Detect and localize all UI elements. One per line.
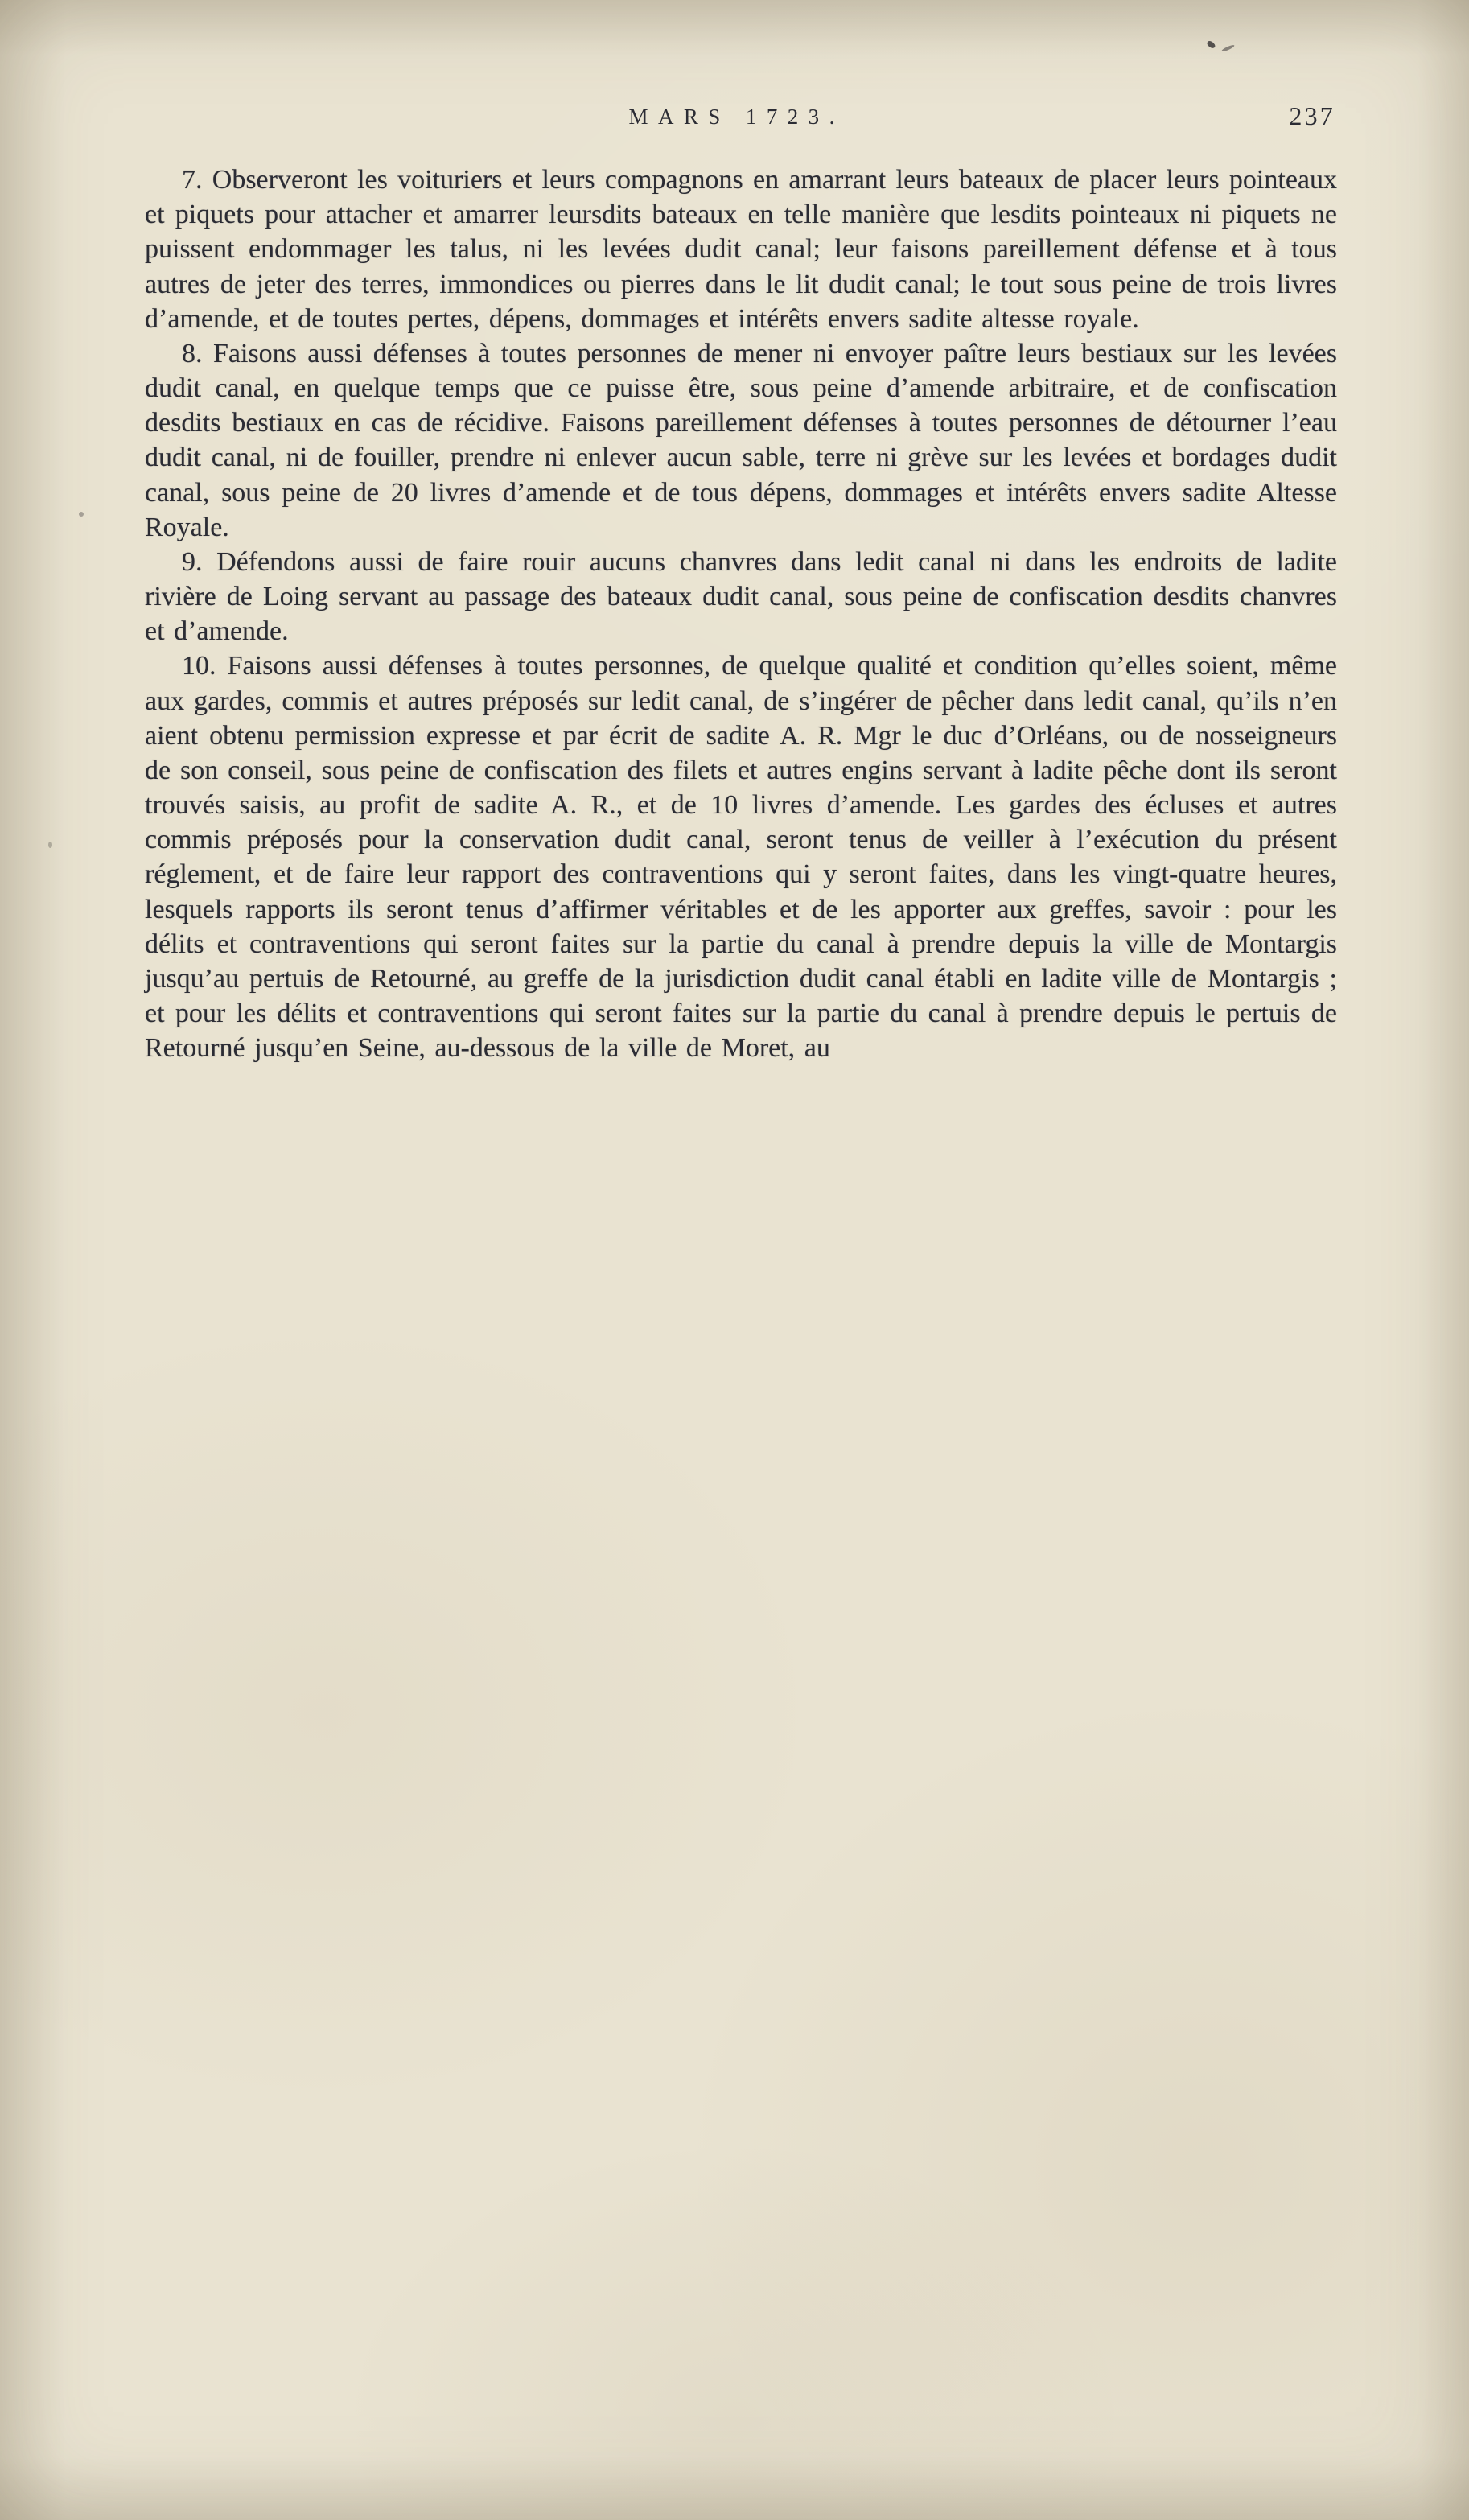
paragraph-article-10: 10. Faisons aussi défenses à toutes personnes, de quelque qualité et condition qu’elles soient, même aux gardes, commis et autres préposés sur ledit canal, de s’ingérer de pêcher dans ledit canal, qu’ils n’en aient obtenu permission expresse et par écrit de sadite A. R. Mgr le duc d’Orléans, ou de nosseigneurs de son conseil, sous peine de confiscation des filets et autres engins servant à ladite pêche dont ils seront trouvés saisis, au profit de sadite A. R., et de 10 livres d’amende. Les gardes des écluses et autres commis préposés pour la conservation dudit canal, seront tenus de veiller à l’exécution du présent réglement, et de faire leur rapport des contraventions qui y seront faites, dans les vingt-quatre heures, lesquels rapports ils seront tenus d’affirmer véritables et de les apporter aux greffes, savoir : pour les délits et contraventions qui seront faites sur la partie du canal à prendre depuis la ville de Montargis jusqu’au pertuis de Retourné, au greffe de la jurisdiction dudit canal établi en ladite ville de Montargis ; et pour les délits et contraventions qui seront faites sur la partie du canal à prendre depuis le pertuis de Retourné jusqu’en Seine, au-dessous de la ville de Moret, au [145,651,1337,1064]
paragraph-article-9: 9. Défendons aussi de faire rouir aucuns chanvres dans ledit canal ni dans les endroits de ladite rivière de Loing servant au passage des bateaux dudit canal, sous peine de confiscation desdits chanvres et d’amende. [145,546,1337,647]
page-header [145,101,1337,137]
ink-speck [48,842,52,848]
paragraph-article-8: 8. Faisons aussi défenses à toutes personnes de mener ni envoyer paître leurs bestiaux sur les levées dudit canal, en quelque temps que ce puisse être, sous peine d’amende arbitraire, et de confiscation desdits bestiaux en cas de récidive. Faisons pareillement défenses à toutes personnes de détourner l’eau dudit canal, ni de fouiller, prendre ni enlever aucun sable, terre ni grève sur les levées et bordages dudit canal, sous peine de 20 livres d’amende et de tous dépens, dommages et intérêts envers sadite Altesse Royale. [145,338,1337,542]
ink-speck [1221,44,1235,53]
running-title: MARS 1723. [628,105,845,129]
ink-speck [1206,40,1216,50]
paragraph-article-7: 7. Observeront les voituriers et leurs compagnons en amarrant leurs bateaux de placer leurs pointeaux et piquets pour attacher et amarrer leursdits bateaux en telle manière que lesdits pointeaux ni piquets ne puissent endommager les talus, ni les levées dudit canal; leur faisons pareillement défense et à tous autres de jeter des terres, immondices ou pierres dans le lit dudit canal; le tout sous peine de trois livres d’amende, et de toutes pertes, dépens, dommages et intérêts envers sadite altesse royale. [145,165,1337,334]
ink-speck [79,512,84,517]
text-block [145,163,1337,1065]
page-number: 237 [1289,101,1335,130]
